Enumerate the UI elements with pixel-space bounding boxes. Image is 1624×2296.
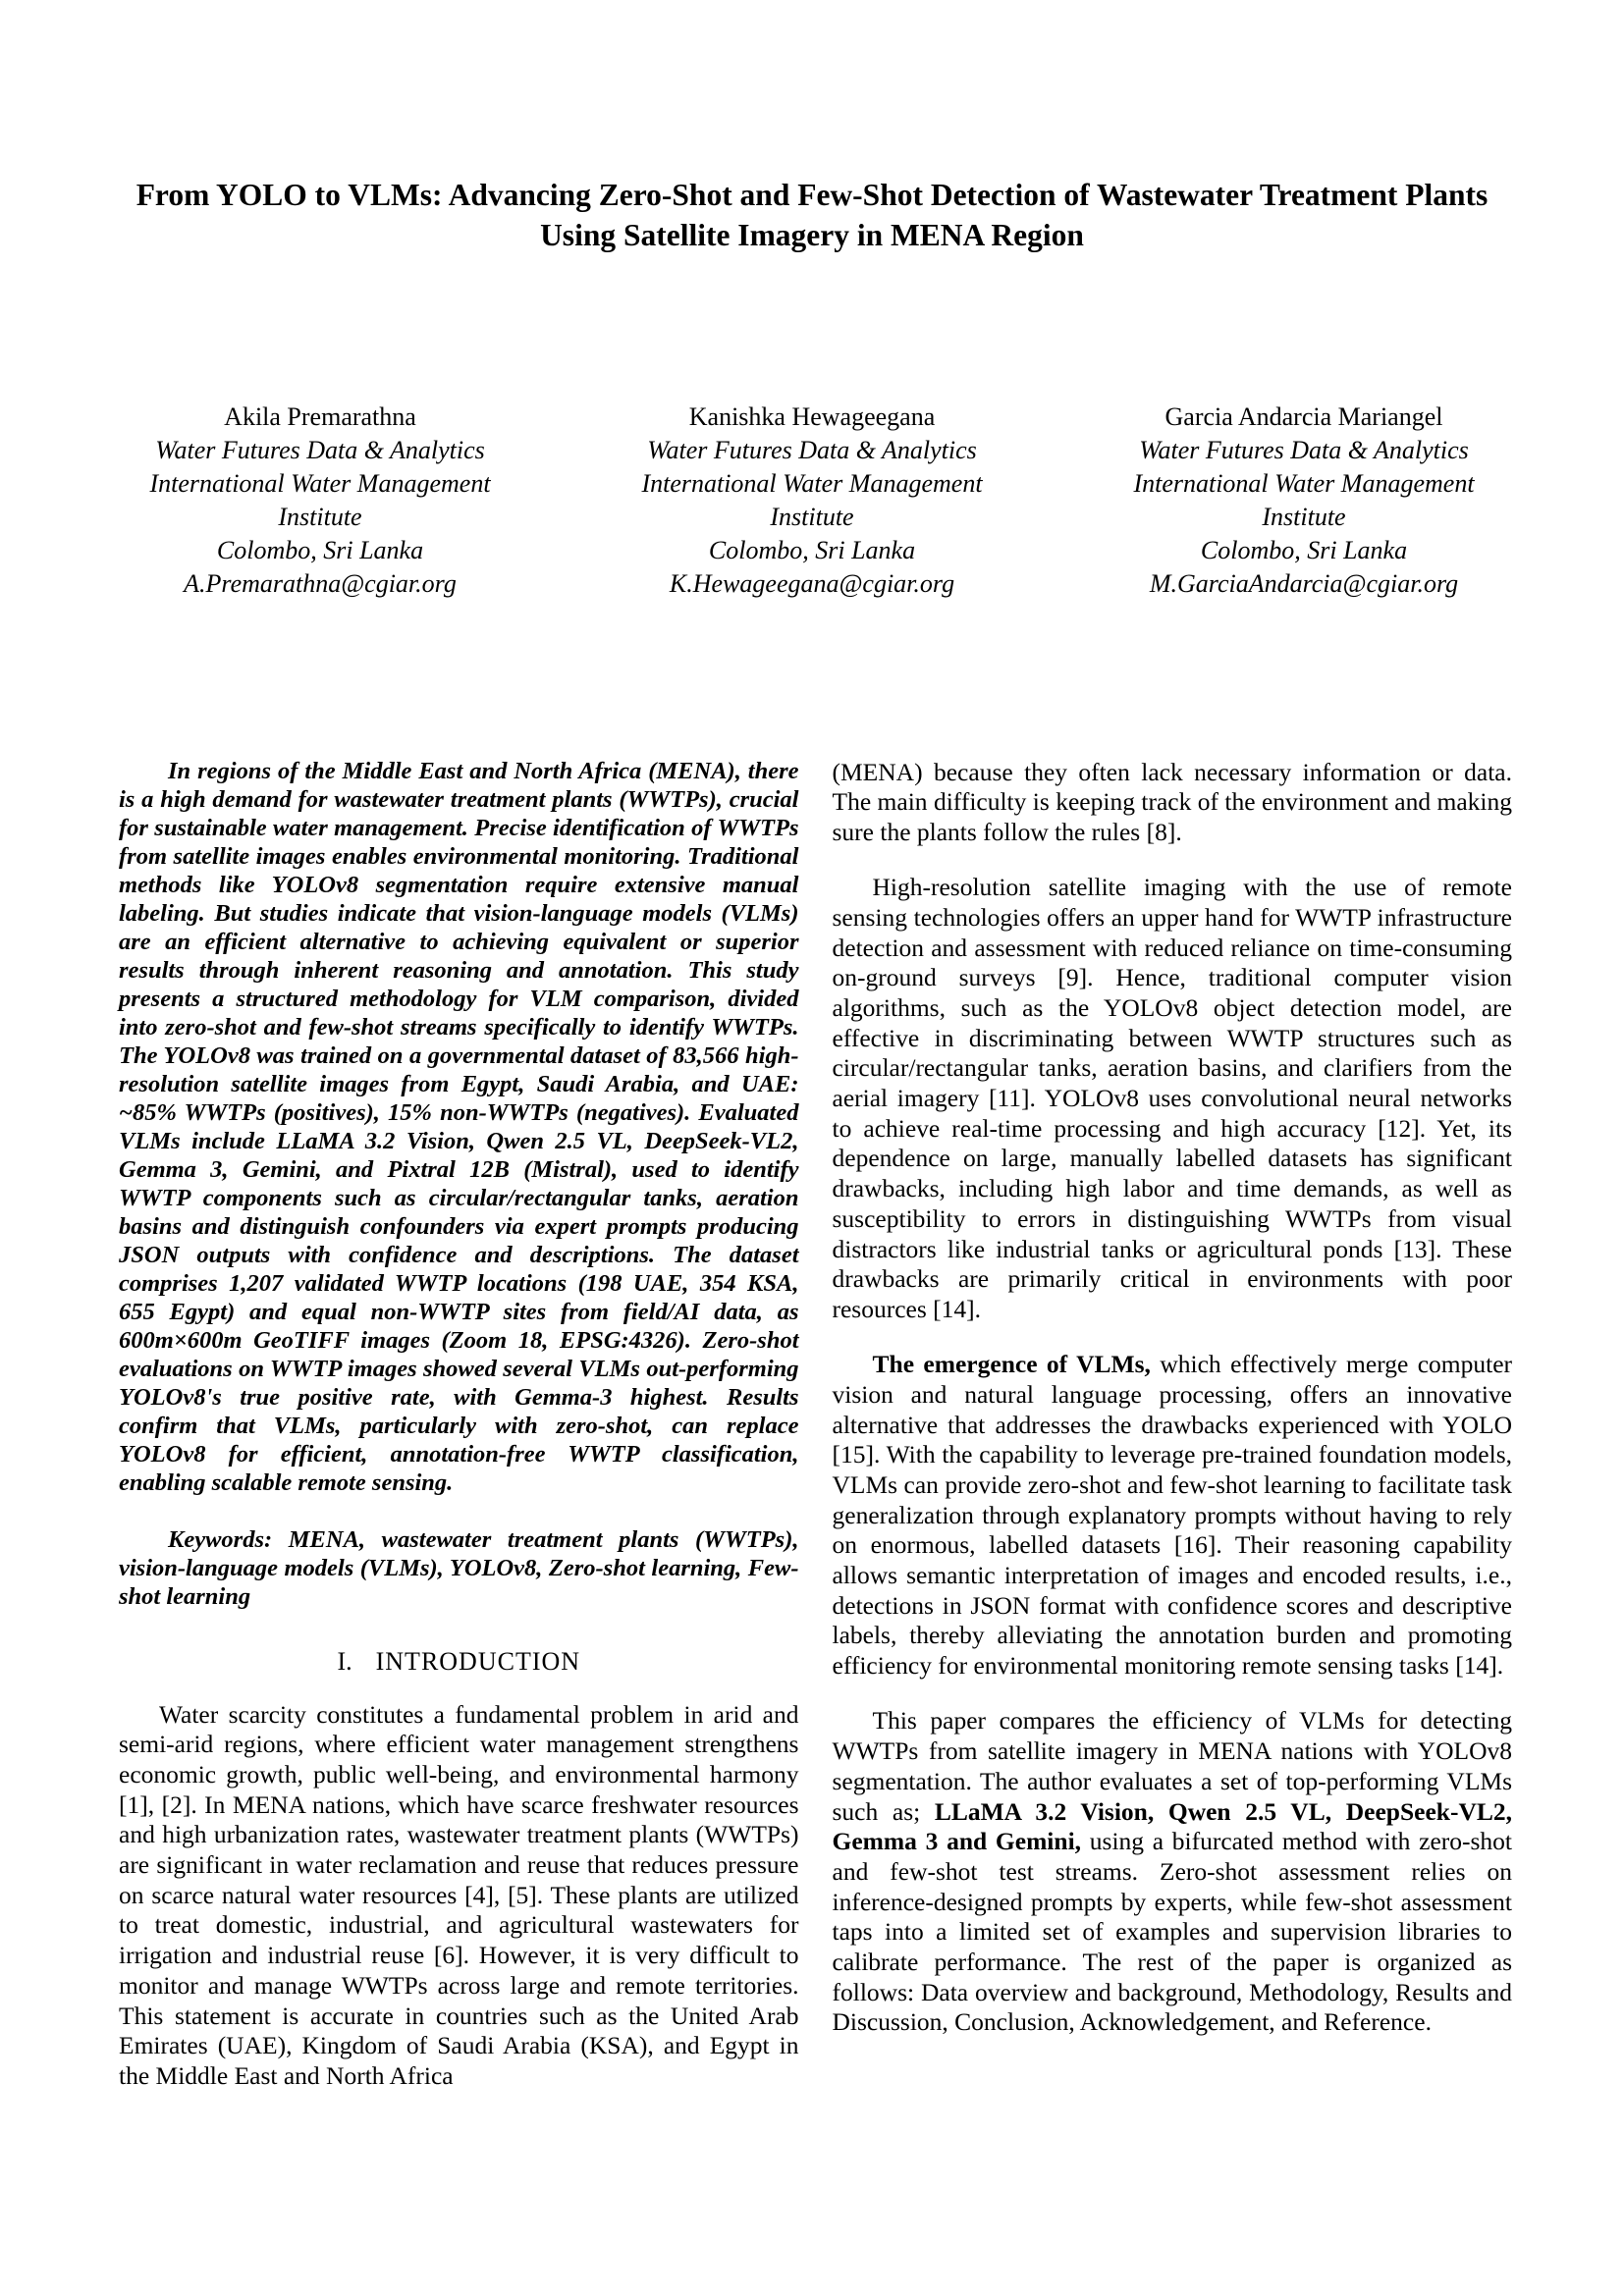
author-org-line1: International Water Management: [1133, 469, 1475, 498]
author-email: M.GarciaAndarcia@cgiar.org: [1149, 569, 1459, 598]
right-column: [833, 732, 1513, 2063]
section-heading-introduction: [119, 1646, 799, 1678]
author-location: Colombo, Sri Lanka: [216, 536, 424, 564]
author-block-2: [585, 400, 1039, 601]
emphasis-emergence-of-vlms: The emergence of VLMs,: [872, 1350, 1151, 1379]
body-paragraph-satellite: High-resolution satellite imaging with the use of remote sensing technologies offers an upper hand for WWTP infrastructure detection and assessment with reduced reliance on time-consuming on-ground surveys [9]. Hence, traditional computer vision algorithms, such as the YOLOv8 object detection model, are effective in discriminating between WWTP structures such as circular/rectangular tanks, aeration basins, and clarifiers from the aerial imagery [11]. YOLOv8 uses convolutional neural networks to achieve real-time processing and high accuracy [12]. Yet, its dependence on large, manually labelled datasets has significant drawbacks, including high labor and time demands, as well as susceptibility to errors in distinguishing WWTPs from visual distractors like industrial tanks or agricultural ponds [13]. These drawbacks are primarily critical in environments with poor resources [14].: [832, 873, 1512, 1323]
body-paragraph-comparison-end: using a bifurcated method with zero-shot and few-shot test streams. Zero-shot assessment relies on inference-designed prompts by experts, while few-shot assessment taps into a limited set of examples and supervision libraries to calibrate performance. The rest of the paper is organized as follows: Data overview and background, Methodology, Results and Discussion, Conclusion, Acknowledgement, and Reference.: [832, 1827, 1513, 2037]
author-name: Garcia Andarcia Mariangel: [1164, 402, 1443, 431]
body-paragraph-vlms-rest: which effectively merge computer vision and natural language processing, offers an innovative alternative that addresses the drawbacks experienced with YOLO [15]. With the capability to leverage pre-trained foundation models, VLMs can provide zero-shot and few-shot learning to facilitate task generalization through explanatory prompts without having to rely on enormous, labelled datasets [16]. Their reasoning capability allows semantic interpretation of images and encoded results, i.e., detections in JSON format with confidence scores and descriptive labels, thereby alleviating the annotation burden and promoting efficiency for environmental monitoring remote sensing tasks [14].: [832, 1350, 1512, 1681]
author-location: Colombo, Sri Lanka: [708, 536, 916, 564]
author-org-line1: International Water Management: [641, 469, 983, 498]
paper-title: From YOLO to VLMs: Advancing Zero-Shot and Few-Shot Detection of Wastewater Treatment Plants Using Satellite Imagery in MENA Region: [135, 178, 1489, 252]
abstract-paragraph: In regions of the Middle East and North Africa (MENA), there is a high demand for wastewater treatment plants (WWTPs), crucial for sustainable water management. Precise identification of WWTPs from satellite images enables environmental monitoring. Traditional methods like YOLOv8 segmentation require extensive manual labeling. But studies indicate that vision-language models (VLMs) are an efficient alternative to achieving equivalent or superior results through inherent reasoning and annotation. This study presents a structured methodology for VLM comparison, divided into zero-shot and few-shot streams specifically to identify WWTPs. The YOLOv8 was trained on a governmental dataset of 83,566 high-resolution satellite images from Egypt, Saudi Arabia, and UAE: ~85% WWTPs (positives), 15% non-WWTPs (negatives). Evaluated VLMs include LLaMA 3.2 Vision, Qwen 2.5 VL, DeepSeek-VL2, Gemma 3, Gemini, and Pixtral 12B (Mistral), used to identify WWTP components such as circular/rectangular tanks, aeration basins and distinguish confounders via expert prompts producing JSON outputs with confidence and descriptions. The dataset comprises 1,207 validated WWTP locations (198 UAE, 354 KSA, 655 Egypt) and equal non-WWTP sites from field/AI data, as 600m×600m GeoTIFF images (Zoom 18, EPSG:4326). Zero-shot evaluations on WWTP images showed several VLMs out-performing YOLOv8's true positive rate, with Gemma-3 highest. Results confirm that VLMs, particularly with zero-shot, can replace YOLOv8 for efficient, annotation-free WWTP classification, enabling scalable remote sensing.: [119, 757, 799, 1496]
author-location: Colombo, Sri Lanka: [1200, 536, 1408, 564]
author-name: Akila Premarathna: [224, 402, 416, 431]
author-org-line2: Institute: [278, 503, 362, 531]
body-paragraph-comparison-start: This paper compares the efficiency of VLMs for detecting WWTPs from satellite imagery in MENA nations with YOLOv8 segmentation. The author evaluates a set of top-performing VLMs such as;: [832, 1706, 1512, 1826]
body-paragraph-vlms: [833, 1350, 1513, 1682]
emphasis-model-list: LLaMA 3.2 Vision, Qwen 2.5 VL, DeepSeek-VL2, Gemma 3 and Gemini,: [832, 1796, 1512, 1856]
author-email: A.Premarathna@cgiar.org: [184, 569, 457, 598]
author-org-line2: Institute: [770, 503, 854, 531]
intro-paragraph-continuation: (MENA) because they often lack necessary information or data. The main difficulty is keeping track of the environment and making sure the plants follow the rules [8].: [832, 757, 1512, 846]
intro-paragraph-left: Water scarcity constitutes a fundamental problem in arid and semi-arid regions, where efficient water management strengthens economic growth, public well-being, and environmental harmony [1], [2]. In MENA nations, which have scarce freshwater resources and high urbanization rates, wastewater treatment plants (WWTPs) are significant in water reclamation and reuse that reduces pressure on scarce natural water resources [4], [5]. These plants are utilized to treat domestic, industrial, and agricultural wastewaters for irrigation and industrial reuse [6]. However, it is very difficult to monitor and manage WWTPs across large and remote territories. This statement is accurate in countries such as the United Arab Emirates (UAE), Kingdom of Saudi Arabia (KSA), and Egypt in the Middle East and North Africa: [119, 1699, 799, 2090]
author-org-line1: International Water Management: [149, 469, 491, 498]
author-block-1: [93, 400, 547, 601]
author-group: Water Futures Data & Analytics: [647, 436, 977, 464]
section-title: INTRODUCTION: [375, 1646, 581, 1676]
two-column-body: [119, 732, 1512, 2116]
author-name: Kanishka Hewageegana: [688, 402, 936, 431]
author-block-3: [1077, 400, 1531, 601]
body-paragraph-comparison: [833, 1706, 1513, 2038]
author-email: K.Hewageegana@cgiar.org: [669, 569, 955, 598]
section-number: I.: [337, 1646, 352, 1676]
author-org-line2: Institute: [1262, 503, 1346, 531]
author-block-row: [93, 400, 1531, 601]
author-group: Water Futures Data & Analytics: [1139, 436, 1469, 464]
left-column: [119, 732, 799, 2116]
keywords-paragraph: Keywords: MENA, wastewater treatment plants (WWTPs), vision-language models (VLMs), YOLOv8, Zero-shot learning, Few-shot learning: [119, 1525, 799, 1610]
author-group: Water Futures Data & Analytics: [155, 436, 485, 464]
